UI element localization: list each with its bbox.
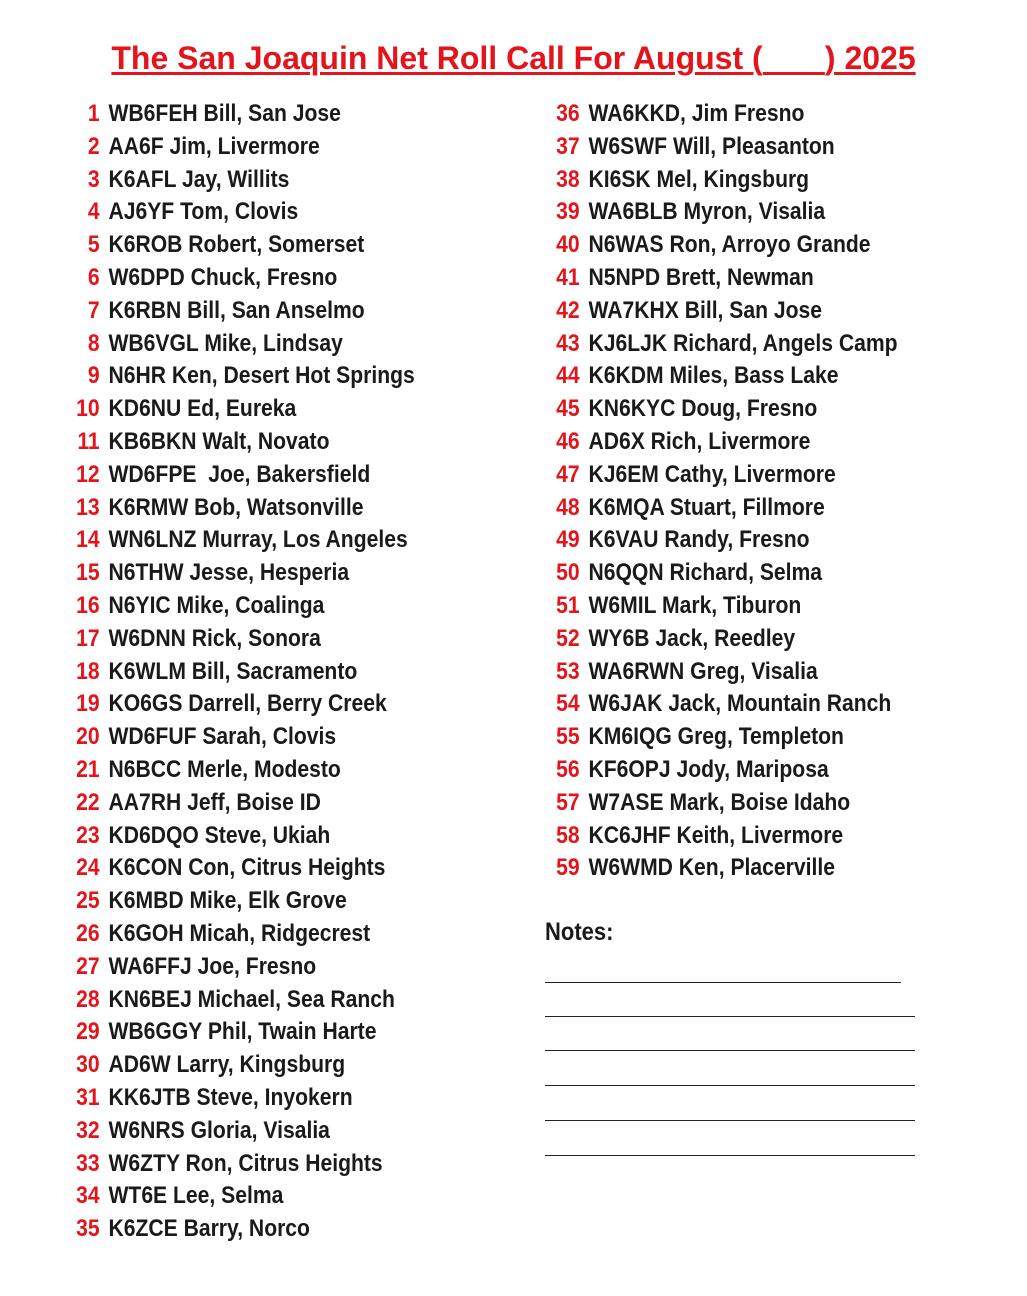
entry-number: 26 [76, 919, 100, 947]
entry-callsign-name-city: K6GOH Micah, Ridgecrest [108, 919, 371, 947]
roll-call-right-column [548, 98, 945, 885]
roll-call-entry [68, 852, 415, 885]
entry-number: 7 [87, 296, 100, 324]
entry-number: 24 [76, 854, 100, 882]
entry-number: 47 [556, 460, 580, 488]
entry-callsign-name-city: N6HR Ken, Desert Hot Springs [108, 362, 415, 390]
roll-call-entry [548, 393, 898, 426]
entry-callsign-name-city: W6MIL Mark, Tiburon [588, 591, 802, 619]
notes-label: Notes: [545, 918, 614, 946]
entry-callsign-name-city: WA6BLB Myron, Visalia [588, 198, 826, 226]
roll-call-entry [68, 984, 415, 1017]
entry-number: 34 [76, 1182, 100, 1210]
roll-call-entry [548, 688, 898, 721]
entry-number: 2 [87, 132, 100, 160]
entry-number: 55 [556, 723, 580, 751]
roll-call-entry [548, 164, 898, 197]
entry-number: 37 [556, 132, 580, 160]
roll-call-entry [548, 656, 898, 689]
entry-number: 21 [76, 755, 100, 783]
entry-number: 39 [556, 198, 580, 226]
roll-call-entry [68, 459, 415, 492]
entry-callsign-name-city: KJ6EM Cathy, Livermore [588, 460, 836, 488]
entry-number: 29 [76, 1018, 100, 1046]
entry-number: 16 [76, 591, 100, 619]
entry-number: 14 [76, 526, 100, 554]
roll-call-entry [68, 754, 415, 787]
entry-callsign-name-city: AJ6YF Tom, Clovis [108, 198, 299, 226]
entry-number: 9 [87, 362, 100, 390]
entry-number: 13 [76, 493, 100, 521]
roll-call-entry [68, 1049, 415, 1082]
entry-number: 58 [556, 821, 580, 849]
roll-call-entry [68, 524, 415, 557]
title-prefix: The San Joaquin Net Roll Call For August ( [111, 40, 763, 76]
entry-number: 11 [77, 427, 100, 455]
roll-call-entry [68, 590, 415, 623]
entry-callsign-name-city: WB6GGY Phil, Twain Harte [108, 1018, 377, 1046]
entry-number: 53 [556, 657, 580, 685]
entry-number: 57 [556, 788, 580, 816]
entry-callsign-name-city: AD6X Rich, Livermore [588, 427, 811, 455]
entry-callsign-name-city: WA7KHX Bill, San Jose [588, 296, 823, 324]
roll-call-entry [548, 360, 898, 393]
entry-number: 44 [556, 362, 580, 390]
entry-number: 12 [76, 460, 100, 488]
entry-callsign-name-city: W6SWF Will, Pleasanton [588, 132, 835, 160]
roll-call-entry [68, 164, 415, 197]
entry-callsign-name-city: WA6FFJ Joe, Fresno [108, 952, 317, 980]
entry-callsign-name-city: WB6VGL Mike, Lindsay [108, 329, 343, 357]
title-suffix: ) 2025 [824, 40, 916, 76]
entry-number: 59 [556, 854, 580, 882]
page-title [0, 38, 1027, 78]
notes-line [545, 1016, 915, 1017]
entry-number: 22 [76, 788, 100, 816]
roll-call-entry [68, 360, 415, 393]
notes-line [545, 1155, 915, 1156]
roll-call-entry [68, 131, 415, 164]
entry-callsign-name-city: KO6GS Darrell, Berry Creek [108, 690, 387, 718]
entry-callsign-name-city: WN6LNZ Murray, Los Angeles [108, 526, 408, 554]
entry-callsign-name-city: K6ZCE Barry, Norco [108, 1215, 310, 1243]
entry-callsign-name-city: WA6KKD, Jim Fresno [588, 100, 805, 127]
entry-callsign-name-city: WY6B Jack, Reedley [588, 624, 796, 652]
entry-callsign-name-city: WT6E Lee, Selma [108, 1182, 284, 1210]
roll-call-entry [68, 1213, 415, 1246]
entry-callsign-name-city: W7ASE Mark, Boise Idaho [588, 788, 851, 816]
roll-call-entry [548, 328, 898, 361]
entry-callsign-name-city: W6ZTY Ron, Citrus Heights [108, 1149, 383, 1177]
entry-callsign-name-city: KD6DQO Steve, Ukiah [108, 821, 331, 849]
entry-number: 54 [556, 690, 580, 718]
roll-call-entry [68, 393, 415, 426]
roll-call-entry [548, 196, 898, 229]
roll-call-entry [68, 426, 415, 459]
entry-callsign-name-city: WD6FPE Joe, Bakersfield [108, 460, 371, 488]
entry-callsign-name-city: K6RMW Bob, Watsonville [108, 493, 364, 521]
entry-number: 30 [76, 1051, 100, 1079]
entry-number: 31 [76, 1083, 100, 1111]
roll-call-entry [68, 656, 415, 689]
entry-number: 15 [76, 559, 100, 587]
roll-call-entry [548, 459, 898, 492]
entry-callsign-name-city: K6RBN Bill, San Anselmo [108, 296, 365, 324]
entry-number: 49 [556, 526, 580, 554]
entry-number: 27 [76, 952, 100, 980]
entry-callsign-name-city: KJ6LJK Richard, Angels Camp [588, 329, 898, 357]
entry-number: 4 [87, 198, 100, 226]
roll-call-entry [548, 426, 898, 459]
roll-call-entry [68, 1148, 415, 1181]
entry-callsign-name-city: N6BCC Merle, Modesto [108, 755, 341, 783]
roll-call-entry [68, 98, 415, 131]
entry-callsign-name-city: W6NRS Gloria, Visalia [108, 1116, 330, 1144]
entry-number: 46 [556, 427, 580, 455]
roll-call-entry [68, 688, 415, 721]
roll-call-entry [548, 524, 898, 557]
roll-call-entry [68, 295, 415, 328]
entry-callsign-name-city: K6ROB Robert, Somerset [108, 231, 365, 259]
entry-callsign-name-city: AA7RH Jeff, Boise ID [108, 788, 321, 816]
entry-number: 8 [87, 329, 100, 357]
roll-call-entry [68, 328, 415, 361]
entry-number: 25 [76, 887, 100, 915]
entry-number: 50 [556, 559, 580, 587]
entry-callsign-name-city: KI6SK Mel, Kingsburg [588, 165, 810, 193]
entry-number: 41 [556, 263, 580, 291]
roll-call-entry [548, 131, 898, 164]
roll-call-entry [68, 1115, 415, 1148]
entry-callsign-name-city: N6THW Jesse, Hesperia [108, 559, 350, 587]
roll-call-entry [548, 820, 898, 853]
entry-number: 52 [556, 624, 580, 652]
roll-call-entry [68, 1016, 415, 1049]
entry-callsign-name-city: K6MBD Mike, Elk Grove [108, 887, 347, 915]
entry-callsign-name-city: K6AFL Jay, Willits [108, 165, 290, 193]
roll-call-entry [68, 721, 415, 754]
entry-number: 48 [556, 493, 580, 521]
roll-call-entry [548, 623, 898, 656]
roll-call-entry [68, 262, 415, 295]
entry-callsign-name-city: KB6BKN Walt, Novato [108, 427, 330, 455]
roll-call-entry [548, 852, 898, 885]
entry-callsign-name-city: KN6BEJ Michael, Sea Ranch [108, 985, 395, 1013]
roll-call-left-column [68, 98, 462, 1246]
entry-callsign-name-city: AA6F Jim, Livermore [108, 132, 320, 160]
entry-callsign-name-city: KC6JHF Keith, Livermore [588, 821, 844, 849]
roll-call-entry [548, 295, 898, 328]
entry-callsign-name-city: K6WLM Bill, Sacramento [108, 657, 358, 685]
roll-call-entry [548, 557, 898, 590]
roll-call-entry [68, 623, 415, 656]
notes-line [545, 1085, 915, 1086]
roll-call-entry [548, 262, 898, 295]
roll-call-entry [548, 98, 898, 131]
entry-number: 33 [76, 1149, 100, 1177]
entry-callsign-name-city: WD6FUF Sarah, Clovis [108, 723, 337, 751]
roll-call-entry [68, 492, 415, 525]
entry-callsign-name-city: KM6IQG Greg, Templeton [588, 723, 844, 751]
roll-call-entry [68, 1082, 415, 1115]
entry-callsign-name-city: K6VAU Randy, Fresno [588, 526, 810, 554]
entry-number: 17 [76, 624, 100, 652]
entry-number: 18 [76, 657, 100, 685]
entry-number: 40 [556, 231, 580, 259]
entry-callsign-name-city: N6YIC Mike, Coalinga [108, 591, 325, 619]
entry-callsign-name-city: K6CON Con, Citrus Heights [108, 854, 386, 882]
entry-number: 28 [76, 985, 100, 1013]
entry-number: 6 [87, 263, 100, 291]
title-date-blank [763, 40, 825, 76]
roll-call-entry [548, 229, 898, 262]
entry-callsign-name-city: W6DNN Rick, Sonora [108, 624, 321, 652]
entry-number: 51 [556, 591, 580, 619]
roll-call-entry [548, 492, 898, 525]
entry-callsign-name-city: KN6KYC Doug, Fresno [588, 395, 818, 423]
entry-number: 36 [556, 100, 580, 127]
entry-callsign-name-city: WB6FEH Bill, San Jose [108, 100, 341, 127]
entry-number: 20 [76, 723, 100, 751]
roll-call-entry [68, 885, 415, 918]
notes-line [545, 982, 901, 983]
entry-callsign-name-city: WA6RWN Greg, Visalia [588, 657, 818, 685]
roll-call-entry [68, 229, 415, 262]
entry-number: 23 [76, 821, 100, 849]
roll-call-entry [68, 1180, 415, 1213]
entry-callsign-name-city: N6WAS Ron, Arroyo Grande [588, 231, 871, 259]
entry-number: 35 [76, 1215, 100, 1243]
roll-call-entry [68, 820, 415, 853]
entry-number: 5 [87, 231, 100, 259]
entry-number: 3 [87, 165, 100, 193]
entry-number: 1 [87, 100, 100, 127]
entry-number: 32 [76, 1116, 100, 1144]
notes-line [545, 1050, 915, 1051]
entry-callsign-name-city: KD6NU Ed, Eureka [108, 395, 297, 423]
roll-call-entry [68, 557, 415, 590]
roll-call-entry [548, 787, 898, 820]
entry-number: 38 [556, 165, 580, 193]
entry-callsign-name-city: N6QQN Richard, Selma [588, 559, 823, 587]
entry-callsign-name-city: W6WMD Ken, Placerville [588, 854, 835, 882]
roll-call-entry [548, 590, 898, 623]
roll-call-entry [68, 196, 415, 229]
entry-callsign-name-city: W6JAK Jack, Mountain Ranch [588, 690, 892, 718]
entry-number: 42 [556, 296, 580, 324]
notes-line [545, 1120, 915, 1121]
roll-call-entry [68, 951, 415, 984]
entry-number: 43 [556, 329, 580, 357]
entry-callsign-name-city: N5NPD Brett, Newman [588, 263, 814, 291]
entry-callsign-name-city: AD6W Larry, Kingsburg [108, 1051, 346, 1079]
roll-call-entry [548, 721, 898, 754]
roll-call-entry [68, 787, 415, 820]
entry-number: 19 [76, 690, 100, 718]
roll-call-entry [68, 918, 415, 951]
entry-callsign-name-city: KF6OPJ Jody, Mariposa [588, 755, 829, 783]
entry-callsign-name-city: KK6JTB Steve, Inyokern [108, 1083, 353, 1111]
entry-number: 56 [556, 755, 580, 783]
entry-callsign-name-city: K6MQA Stuart, Fillmore [588, 493, 825, 521]
entry-number: 45 [556, 395, 580, 423]
roll-call-entry [548, 754, 898, 787]
entry-number: 10 [76, 395, 100, 423]
entry-callsign-name-city: W6DPD Chuck, Fresno [108, 263, 338, 291]
entry-callsign-name-city: K6KDM Miles, Bass Lake [588, 362, 839, 390]
